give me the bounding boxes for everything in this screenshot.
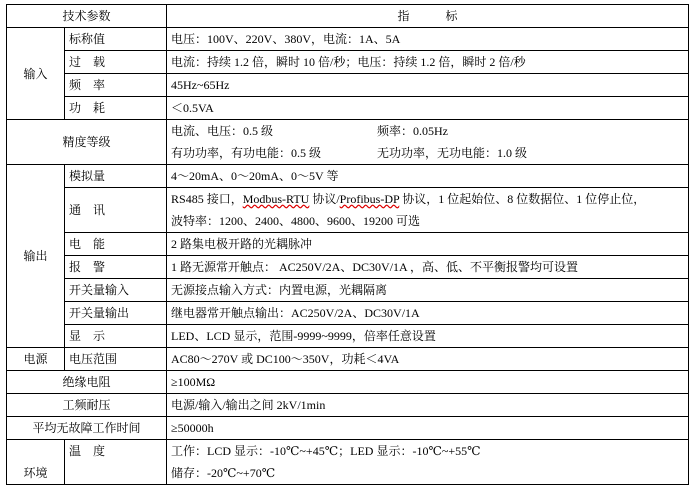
row-value: 2 路集电极开路的光耦脉冲 (167, 233, 689, 256)
row-name: 显 示 (65, 325, 167, 348)
row-value: ＜0.5VA (167, 97, 689, 120)
table-row (7, 97, 689, 120)
accuracy-line1a: 电流、电压：0.5 级 (171, 124, 274, 138)
comm-protocol-modbus: Modbus-RTU (242, 192, 310, 206)
row-value: ≥50000h (167, 417, 689, 440)
group-input: 输入 (7, 28, 65, 120)
row-value: AC80～270V 或 DC100～350V，功耗＜4VA (167, 348, 689, 371)
comm-baud: 波特率：1200、2400、4800、9600、19200 可选 (171, 214, 421, 228)
table-row (7, 51, 689, 74)
env-line1: 工作：LCD 显示：-10℃~+45℃；LED 显示：-10℃~+55℃ (171, 444, 481, 458)
row-value: 电流：持续 1.2 倍，瞬时 10 倍/秒；电压：持续 1.2 倍，瞬时 2 倍/秒 (167, 51, 689, 74)
row-name: 标称值 (65, 28, 167, 51)
comm-value (167, 188, 689, 233)
row-name: 频 率 (65, 74, 167, 97)
row-name: 平均无故障工作时间 (7, 417, 167, 440)
comm-text: RS485 接口， (171, 192, 243, 206)
row-value: 电源/输入/输出之间 2kV/1min (167, 394, 689, 417)
accuracy-line2b: 无功功率，无功电能：1.0 级 (377, 146, 528, 160)
table-row (7, 256, 689, 279)
row-value: 4～20mA、0～20mA、0～5V 等 (167, 165, 689, 188)
env-line2: 储存：-20℃~+70℃ (171, 466, 276, 480)
row-name: 工频耐压 (7, 394, 167, 417)
group-output: 输出 (7, 165, 65, 348)
table-row (7, 394, 689, 417)
table-row (7, 302, 689, 325)
header-spec: 指 标 (167, 5, 689, 28)
table-row (7, 188, 689, 233)
row-name: 电 能 (65, 233, 167, 256)
row-name: 电压范围 (65, 348, 167, 371)
header-param: 技术参数 (7, 5, 167, 28)
accuracy-value (167, 120, 689, 165)
table-row (7, 279, 689, 302)
row-value: 继电器常开触点输出：AC250V/2A、DC30V/1A (167, 302, 689, 325)
row-value: LED、LCD 显示，范围-9999~9999，倍率任意设置 (167, 325, 689, 348)
row-value: 无源接点输入方式：内置电源，光耦隔离 (167, 279, 689, 302)
accuracy-line2a: 有功功率，有功电能：0.5 级 (171, 146, 322, 160)
row-value: 电压：100V、220V、380V，电流：1A、5A (167, 28, 689, 51)
comm-text: 协议，1 位起始位、8 位数据位、1 位停止位， (399, 192, 646, 206)
table-row (7, 28, 689, 51)
row-value: ≥100MΩ (167, 371, 689, 394)
row-name: 通 讯 (65, 188, 167, 233)
spec-table (6, 4, 689, 485)
group-power: 电源 (7, 348, 65, 371)
table-row (7, 371, 689, 394)
row-name: 开关量输入 (65, 279, 167, 302)
table-row (7, 417, 689, 440)
row-name: 报 警 (65, 256, 167, 279)
table-row (7, 348, 689, 371)
row-name: 模拟量 (65, 165, 167, 188)
row-name: 过 载 (65, 51, 167, 74)
table-row (7, 325, 689, 348)
table-header-row (7, 5, 689, 28)
table-row (7, 74, 689, 97)
table-row (7, 165, 689, 188)
table-row (7, 120, 689, 165)
comm-text: 协议/ (309, 192, 340, 206)
row-value: 45Hz~65Hz (167, 74, 689, 97)
table-row (7, 233, 689, 256)
row-name: 绝缘电阻 (7, 371, 167, 394)
environment-value (167, 440, 689, 485)
accuracy-line1b: 频率：0.05Hz (377, 124, 449, 138)
row-name: 开关量输出 (65, 302, 167, 325)
row-name: 功 耗 (65, 97, 167, 120)
row-name: 温 度 (65, 440, 167, 485)
row-value: 1 路无源常开触点： AC250V/2A、DC30V/1A ，高、低、不平衡报警均可设置 (167, 256, 689, 279)
accuracy-label: 精度等级 (7, 120, 167, 165)
group-environment: 环境 (7, 440, 65, 485)
comm-protocol-profibus: Profibus-DP (339, 192, 400, 206)
table-row (7, 440, 689, 485)
